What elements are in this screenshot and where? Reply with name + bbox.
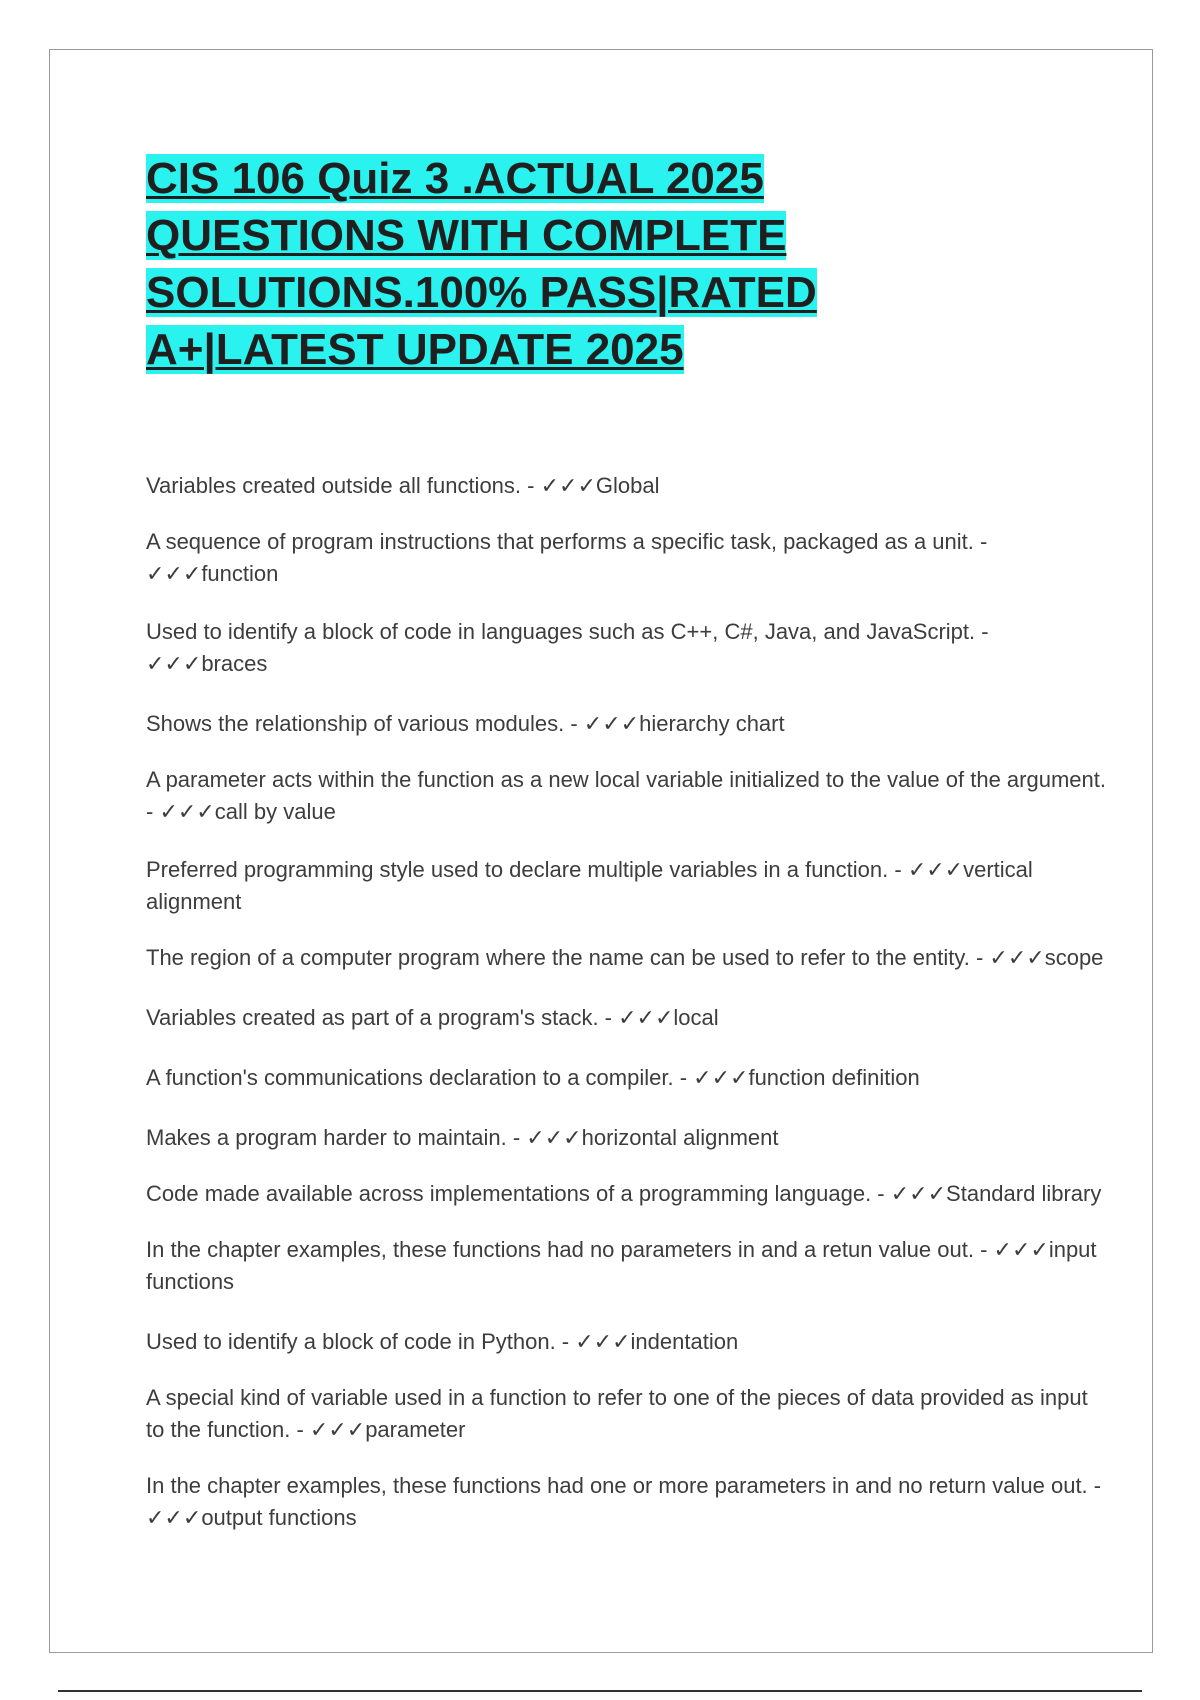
- qa-item-12: [146, 1234, 1106, 1298]
- answer-checkmarks: - ✓✓✓: [146, 529, 988, 586]
- answer-text: braces: [201, 651, 268, 676]
- qa-item-1: [146, 470, 1106, 502]
- question-text: A parameter acts within the function as a new local variable initialized to the value of the argument.: [146, 767, 1106, 792]
- question-text: Makes a program harder to maintain.: [146, 1125, 507, 1150]
- answer-text: parameter: [365, 1417, 466, 1442]
- document-title-text: CIS 106 Quiz 3 .ACTUAL 2025 QUESTIONS WITH COMPLETE SOLUTIONS.100% PASS|RATED A+|LATEST UPDATE 2025: [146, 154, 817, 374]
- qa-item-10: [146, 1122, 1106, 1154]
- question-text: Used to identify a block of code in Python.: [146, 1329, 556, 1354]
- answer-text: Global: [595, 473, 660, 498]
- answer-text: function: [201, 561, 279, 586]
- qa-item-8: [146, 1002, 1106, 1034]
- answer-checkmarks: - ✓✓✓: [888, 857, 964, 882]
- qa-item-7: [146, 942, 1106, 974]
- answer-text: output functions: [201, 1505, 357, 1530]
- qa-item-14: [146, 1382, 1106, 1446]
- answer-checkmarks: - ✓✓✓: [598, 1005, 674, 1030]
- question-text: A function's communications declaration to a compiler.: [146, 1065, 674, 1090]
- qa-item-5: [146, 764, 1106, 828]
- answer-checkmarks: - ✓✓✓: [973, 1237, 1049, 1262]
- question-text: Used to identify a block of code in languages such as C++, C#, Java, and JavaScript.: [146, 619, 976, 644]
- answer-checkmarks: - ✓✓✓: [290, 1417, 366, 1442]
- answer-checkmarks: - ✓✓✓: [146, 799, 215, 824]
- answer-text: indentation: [630, 1329, 739, 1354]
- question-text: Shows the relationship of various modules.: [146, 711, 565, 736]
- qa-item-11: [146, 1178, 1106, 1210]
- answer-checkmarks: - ✓✓✓: [969, 945, 1045, 970]
- question-text: Variables created as part of a program's stack.: [146, 1005, 599, 1030]
- answer-text: call by value: [214, 799, 336, 824]
- question-text: A special kind of variable used in a function to refer to one of the pieces of data provided as input to the function.: [146, 1385, 1088, 1442]
- answer-checkmarks: - ✓✓✓: [673, 1065, 749, 1090]
- question-text: A sequence of program instructions that performs a specific task, packaged as a unit.: [146, 529, 974, 554]
- question-answer-list: [146, 470, 1106, 1534]
- answer-checkmarks: - ✓✓✓: [146, 619, 989, 676]
- qa-item-4: [146, 708, 1106, 740]
- answer-text: input functions: [146, 1237, 1097, 1294]
- question-text: Code made available across implementations of a programming language.: [146, 1181, 872, 1206]
- question-text: The region of a computer program where the name can be used to refer to the entity.: [146, 945, 970, 970]
- answer-checkmarks: - ✓✓✓: [871, 1181, 947, 1206]
- answer-text: vertical alignment: [146, 857, 1033, 914]
- answer-text: local: [673, 1005, 719, 1030]
- question-text: Variables created outside all functions.: [146, 473, 522, 498]
- question-text: In the chapter examples, these functions had one or more parameters in and no return value out.: [146, 1473, 1088, 1498]
- answer-checkmarks: - ✓✓✓: [555, 1329, 631, 1354]
- answer-checkmarks: - ✓✓✓: [564, 711, 640, 736]
- question-text: In the chapter examples, these functions had no parameters in and a retun value out.: [146, 1237, 974, 1262]
- answer-text: Standard library: [946, 1181, 1102, 1206]
- qa-item-6: [146, 854, 1106, 918]
- document-title: [146, 150, 1006, 378]
- qa-item-13: [146, 1326, 1106, 1358]
- page-bottom-rule: [58, 1690, 1142, 1692]
- answer-text: function definition: [748, 1065, 920, 1090]
- answer-text: hierarchy chart: [639, 711, 785, 736]
- answer-checkmarks: - ✓✓✓: [521, 473, 596, 498]
- answer-text: scope: [1044, 945, 1104, 970]
- qa-item-2: [146, 526, 1106, 590]
- answer-checkmarks: - ✓✓✓: [506, 1125, 582, 1150]
- document-page: [49, 49, 1153, 1653]
- qa-item-9: [146, 1062, 1106, 1094]
- question-text: Preferred programming style used to declare multiple variables in a function.: [146, 857, 889, 882]
- answer-checkmarks: - ✓✓✓: [146, 1473, 1102, 1530]
- answer-text: horizontal alignment: [581, 1125, 779, 1150]
- qa-item-15: [146, 1470, 1106, 1534]
- qa-item-3: [146, 616, 1106, 680]
